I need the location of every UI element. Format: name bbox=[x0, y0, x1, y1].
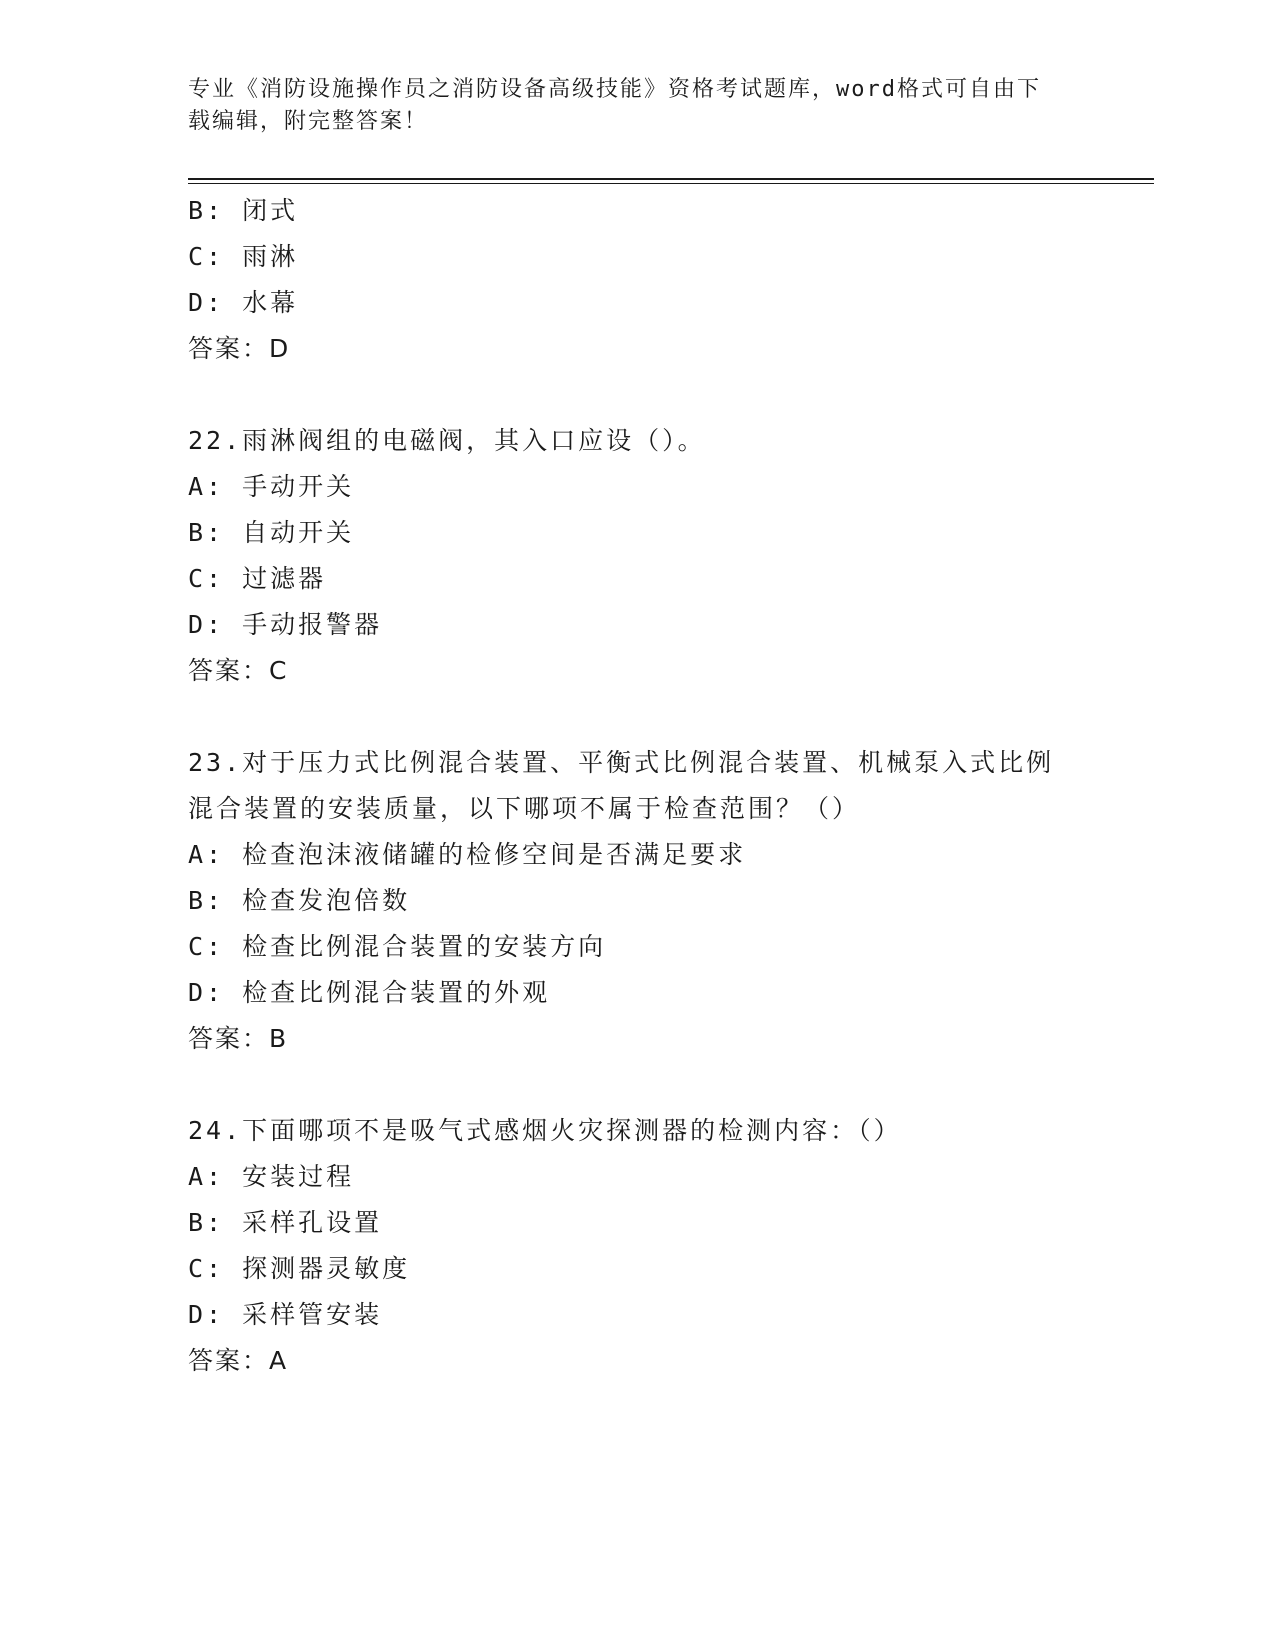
spacer bbox=[188, 694, 1088, 740]
question-stem: 24.下面哪项不是吸气式感烟火灾探测器的检测内容：（） bbox=[188, 1116, 902, 1145]
question-stem-line-1: 23.对于压力式比例混合装置、平衡式比例混合装置、机械泵入式比例 bbox=[188, 748, 1055, 777]
spacer bbox=[188, 372, 1088, 418]
answer-label: 答案：B bbox=[188, 1024, 289, 1053]
option-c: C: 探测器灵敏度 bbox=[188, 1254, 411, 1283]
option-b: B: 自动开关 bbox=[188, 518, 355, 547]
question-22 bbox=[188, 418, 1088, 694]
option-a: A: 安装过程 bbox=[188, 1162, 355, 1191]
question-list bbox=[188, 188, 1088, 1384]
document-header bbox=[188, 74, 1078, 138]
option-b: B: 采样孔设置 bbox=[188, 1208, 383, 1237]
option-c: C: 检查比例混合装置的安装方向 bbox=[188, 932, 607, 961]
option-d: D: 采样管安装 bbox=[188, 1300, 383, 1329]
option-b: B: 闭式 bbox=[188, 196, 299, 225]
answer-label: 答案：D bbox=[188, 334, 291, 363]
question-24 bbox=[188, 1108, 1088, 1384]
header-line-1: 专业《消防设施操作员之消防设备高级技能》资格考试题库，word格式可自由下 bbox=[188, 77, 1041, 102]
partial-question bbox=[188, 188, 1088, 372]
header-divider-thick bbox=[188, 178, 1154, 180]
option-d: D: 手动报警器 bbox=[188, 610, 383, 639]
option-a: A: 手动开关 bbox=[188, 472, 355, 501]
answer-label: 答案：A bbox=[188, 1346, 289, 1375]
question-23 bbox=[188, 740, 1088, 1062]
option-c: C: 过滤器 bbox=[188, 564, 327, 593]
option-d: D: 检查比例混合装置的外观 bbox=[188, 978, 551, 1007]
header-line-2: 载编辑，附完整答案！ bbox=[188, 109, 429, 134]
option-c: C: 雨淋 bbox=[188, 242, 299, 271]
question-stem: 22.雨淋阀组的电磁阀，其入口应设（）。 bbox=[188, 426, 706, 455]
option-a: A: 检查泡沫液储罐的检修空间是否满足要求 bbox=[188, 840, 747, 869]
header-divider-thin bbox=[188, 183, 1154, 184]
question-stem-line-2: 混合装置的安装质量，以下哪项不属于检查范围？（） bbox=[188, 794, 861, 823]
option-d: D: 水幕 bbox=[188, 288, 299, 317]
option-b: B: 检查发泡倍数 bbox=[188, 886, 411, 915]
answer-label: 答案：C bbox=[188, 656, 289, 685]
spacer bbox=[188, 1062, 1088, 1108]
